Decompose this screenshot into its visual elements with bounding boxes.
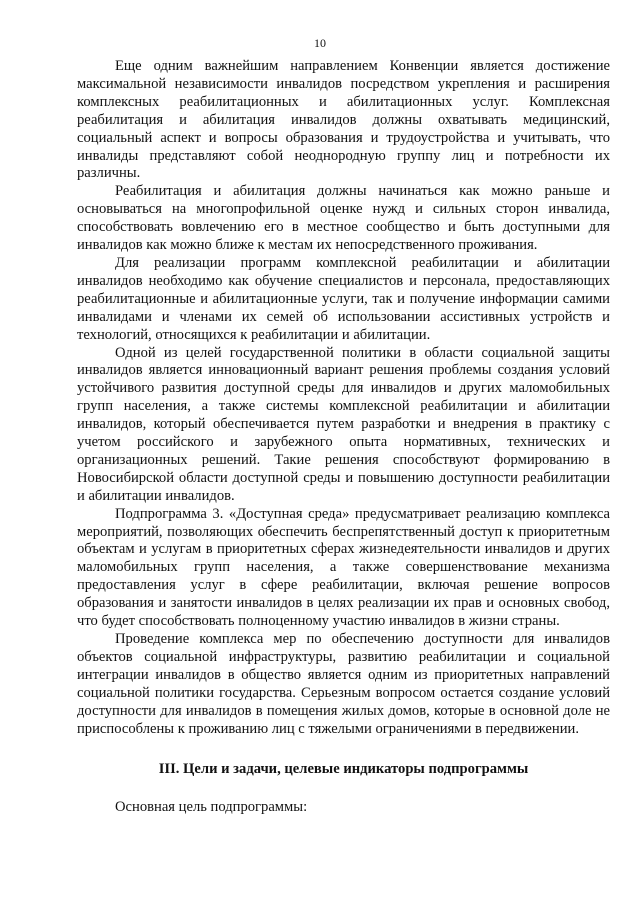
page-body <box>77 58 610 816</box>
paragraph-training: Для реализации программ комплексной реабилитации и абилитации инвалидов необходимо как обучение специалистов и персонала, предоставляющих реабилитационные и абилитационные услуги, так и получение информации самими инвалидами и членами их семей об использовании ассистивных устройств и технологий, относящихся к реабилитации и абилитации. <box>77 254 610 343</box>
page-number: 10 <box>314 36 326 50</box>
paragraph-accessibility-measures: Проведение комплекса мер по обеспечению доступности для инвалидов объектов социальной инфраструктуры, развитию реабилитации и социальной интеграции инвалидов в общество является одним из приоритетных направлений социальной политики государства. Серьезным вопросом остается создание условий доступности для инвалидов в помещения жилых домов, которые в основной доле не приспособлены к проживанию лиц с тяжелыми ограничениями в передвижении. <box>77 631 610 737</box>
paragraph-state-policy: Одной из целей государственной политики в области социальной защиты инвалидов является инновационный вариант решения проблемы создания условий устойчивого развития доступной среды для инвалидов и других маломобильных групп населения, а также системы комплексной реабилитации и абилитации инвалидов, который обеспечивается путем разработки и внедрения в практику с учетом российского и зарубежного опыта нормативных, технических и организационных решений. Такие решения способствуют формированию в Новосибирской области доступной среды и повышению доступности реабилитации и абилитации инвалидов. <box>77 344 610 504</box>
paragraph-convention: Еще одним важнейшим направлением Конвенции является достижение максимальной независимости инвалидов посредством укрепления и расширения комплексных реабилитационных и абилитационных услуг. Комплексная реабилитация и абилитация инвалидов должны охватывать медицинский, социальный аспект и вопросы образования и трудоустройства и учитывать, что инвалиды представляют собой неоднородную группу лиц и потребности их различны. <box>77 58 610 182</box>
paragraph-subprogram-3: Подпрограмма 3. «Доступная среда» предусматривает реализацию комплекса мероприятий, позволяющих обеспечить беспрепятственный доступ к приоритетным объектам и услугам в приоритетных сферах жизнедеятельности инвалидов и других маломобильных групп населения, а также совершенствование механизма предоставления услуг в сфере реабилитации, включая решение вопросов образования и занятости инвалидов в целях реализации их прав и основных свобод, что будет способствовать полноценному участию инвалидов в жизни страны. <box>77 505 610 630</box>
section-heading: III. Цели и задачи, целевые индикаторы подпрограммы <box>158 761 529 778</box>
paragraph-rehabilitation-start: Реабилитация и абилитация должны начинаться как можно раньше и основываться на многопрофильной оценке нужд и сильных сторон инвалида, способствовать вовлечению его в местное сообщество и быть доступными для инвалидов как можно ближе к местам их непосредственного проживания. <box>77 183 610 254</box>
goal-lead-text: Основная цель подпрограммы: <box>115 799 308 816</box>
